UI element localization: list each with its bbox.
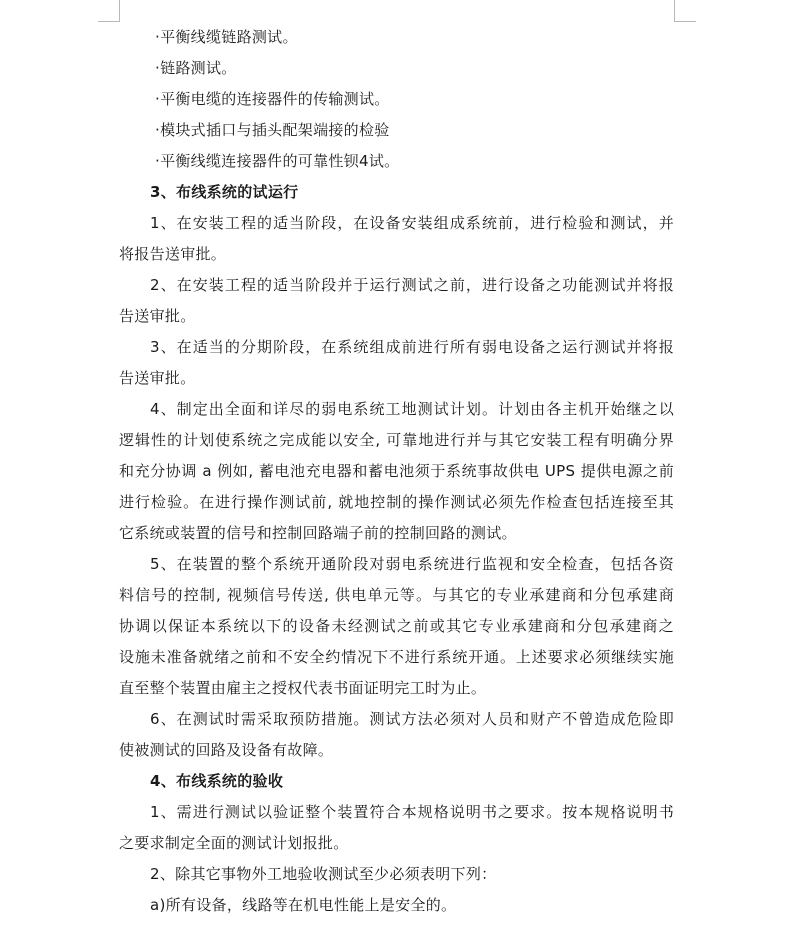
paragraph-line: 使被测试的回路及设备有故障。: [119, 741, 334, 759]
paragraph-line: 2、除其它事物外工地验收测试至少必须表明下列：: [150, 865, 497, 883]
paragraph-line: 1、需进行测试以验证整个装置符合本规格说明书之要求。按本规格说明书: [150, 803, 674, 821]
paragraph-line: 告送审批。: [119, 307, 196, 325]
paragraph-line: 和充分协调 a 例如, 蓄电池充电器和蓄电池须于系统事故供电 UPS 提供电源之前: [119, 462, 674, 480]
bullet-item: ·平衡电缆的连接器件的传输测试。: [155, 90, 390, 108]
paragraph-line: 1、在安装工程的适当阶段，在设备安装组成系统前，进行检验和测试，并: [150, 214, 674, 232]
paragraph-line: 3、在适当的分期阶段，在系统组成前进行所有弱电设备之运行测试并将报: [150, 338, 674, 356]
paragraph-line: 直至整个装置由雇主之授权代表书面证明完工时为止。: [119, 679, 487, 697]
paragraph-line: 4、制定出全面和详尽的弱电系统工地测试计划。计划由各主机开始继之以: [150, 400, 674, 418]
paragraph-line: 进行检验。在进行操作测试前, 就地控制的操作测试必须先作检查包括连接至其: [119, 493, 674, 511]
bullet-item: ·平衡线缆链路测试。: [155, 28, 298, 46]
section-heading: 4、布线系统的验收: [150, 772, 284, 790]
paragraph-line: 5、在装置的整个系统开通阶段对弱电系统进行监视和安全检查，包括各资: [150, 555, 674, 573]
paragraph-line: 设施未准备就绪之前和不安全约情况下不进行系统开通。上述要求必须继续实施: [119, 648, 674, 666]
paragraph-line: 之要求制定全面的测试计划报批。: [119, 834, 349, 852]
section-heading: 3、布线系统的试运行: [150, 183, 299, 201]
paragraph-line: 告送审批。: [119, 369, 196, 387]
paragraph-line: 2、在安装工程的适当阶段并于运行测试之前，进行设备之功能测试并将报: [150, 276, 674, 294]
document-body: [119, 22, 674, 921]
paragraph-line: 它系统或装置的信号和控制回路端子前的控制回路的测试。: [119, 524, 517, 542]
bullet-item: ·链路测试。: [155, 59, 237, 77]
list-item: a)所有设备，线路等在机电性能上是安全的。: [150, 896, 457, 914]
paragraph-line: 逻辑性的计划使系统之完成能以安全, 可靠地进行并与其它安装工程有明确分界: [119, 431, 674, 449]
paragraph-line: 料信号的控制, 视频信号传送, 供电单元等。与其它的专业承建商和分包承建商: [119, 586, 674, 604]
bullet-item: ·模块式插口与插头配架端接的检验: [155, 121, 390, 139]
paragraph-line: 协调以保证本系统以下的设备未经测试之前或其它专业承建商和分包承建商之: [119, 617, 674, 635]
margin-corner-mark-right: [674, 0, 696, 22]
paragraph-line: 6、在测试时需采取预防措施。测试方法必须对人员和财产不曾造成危险即: [150, 710, 674, 728]
paragraph-line: 将报告送审批。: [119, 245, 227, 263]
margin-corner-mark-left: [98, 0, 120, 22]
bullet-item: ·平衡线缆连接器件的可靠性钡4试。: [155, 152, 400, 170]
